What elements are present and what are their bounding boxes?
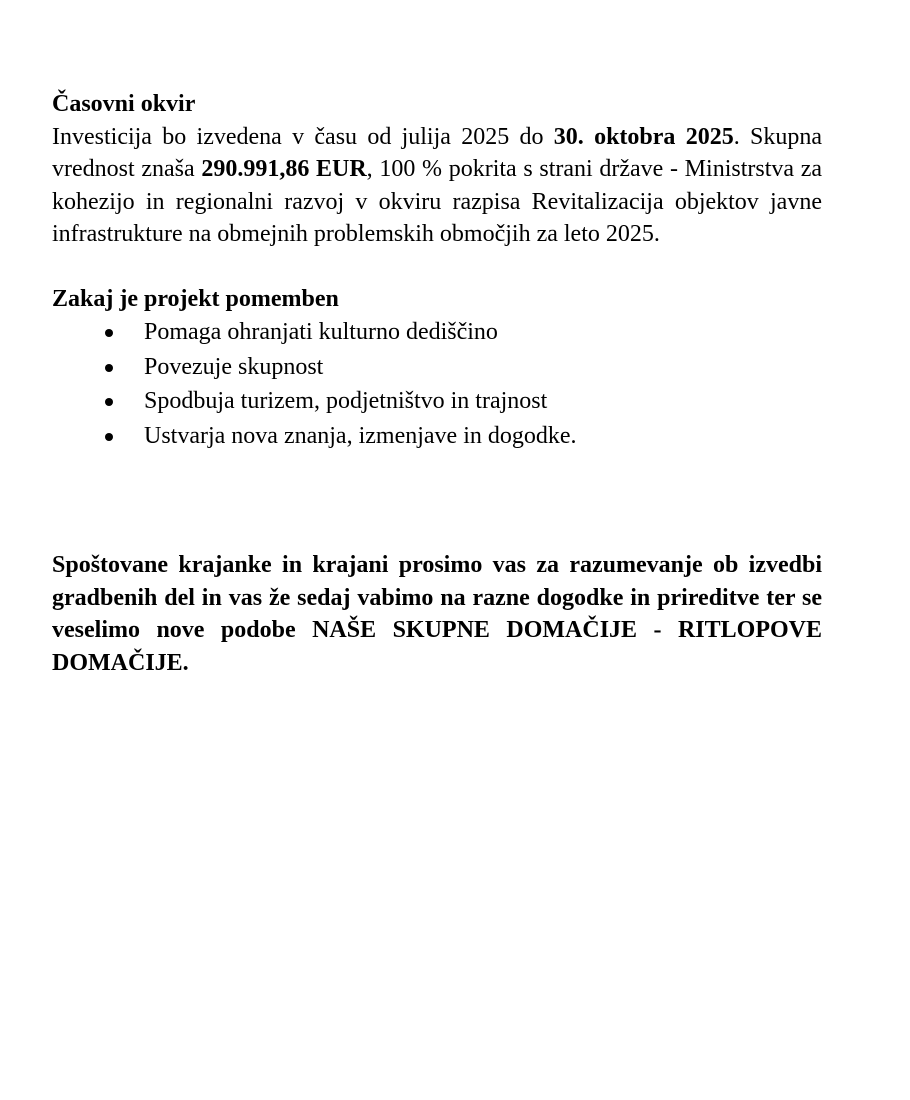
list-item [52, 350, 822, 385]
list-item-text: Povezuje skupnost [144, 353, 324, 380]
importance-list [52, 315, 822, 453]
list-item-text: Ustvarja nova znanja, izmenjave in dogodke. [144, 422, 577, 449]
list-item-text: Spodbuja turizem, podjetništvo in trajnost [144, 388, 548, 415]
bullet-icon [105, 329, 113, 337]
spacer [52, 453, 822, 549]
list-item [52, 315, 822, 350]
list-item [52, 419, 822, 454]
timeframe-heading: Časovni okvir [52, 91, 196, 117]
bullet-icon [105, 433, 113, 441]
timeframe-paragraph [52, 121, 822, 251]
bullet-icon [105, 398, 113, 406]
bullet-icon [105, 364, 113, 372]
timeframe-text-middle: . Skupna vrednost znaša [52, 123, 823, 182]
end-date: 30. oktobra 2025 [553, 123, 734, 150]
importance-heading: Zakaj je projekt pomemben [52, 285, 339, 312]
document-page [52, 88, 822, 679]
total-amount: 290.991,86 EUR [201, 156, 367, 182]
timeframe-text-end: , 100 % pokrita s strani države - Ministrstva za kohezijo in regionalni razvoj v okviru razpisa Revitalizacija objektov javne infrastrukture na obmejnih problemskih območjih za leto 2025. [52, 156, 823, 247]
timeframe-text-start: Investicija bo izvedena v času od julija 2025 do [52, 123, 554, 150]
list-item [52, 384, 822, 419]
closing-paragraph: Spoštovane krajanke in krajani prosimo vas za razumevanje ob izvedbi gradbenih del in vas že sedaj vabimo na razne dogodke in prireditve ter se veselimo nove podobe NAŠE SKUPNE DOMAČIJE - RITLOPOVE DOMAČIJE. [52, 552, 822, 676]
list-item-text: Pomaga ohranjati kulturno dediščino [144, 319, 498, 345]
spacer [52, 251, 822, 283]
